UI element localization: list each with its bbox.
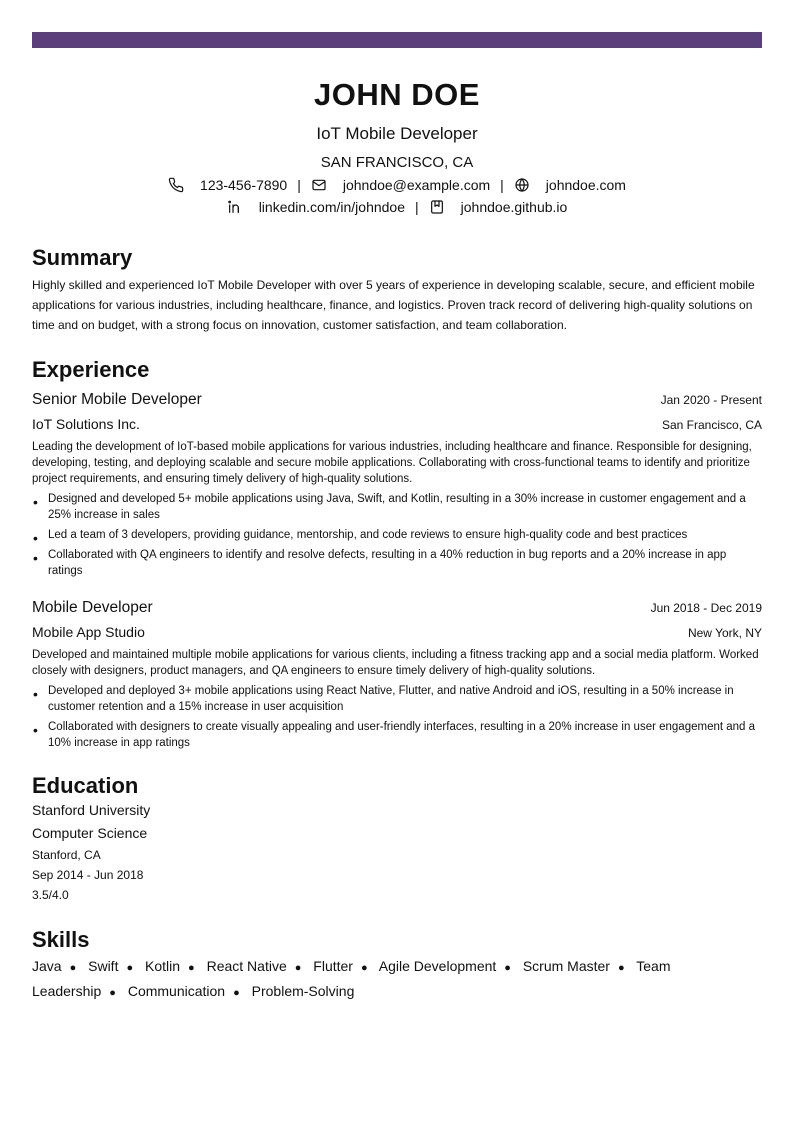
job-bullets: [32, 683, 762, 751]
job-description: Developed and maintained multiple mobile applications for various clients, including a fitness tracking app and a social media platform. Worked closely with designers, product managers, and QA engineers to ensure timely delivery of high-quality solutions.: [32, 649, 759, 677]
education-gpa: 3.5/4.0: [32, 888, 69, 902]
skill-item: React Native: [206, 958, 287, 974]
skill-separator: ●: [617, 962, 625, 974]
skill-item: Agile Development: [378, 958, 497, 974]
skill-item: Java: [32, 958, 62, 974]
linkedin-link[interactable]: linkedin.com/in/johndoe: [258, 199, 406, 215]
skill-item: Flutter: [313, 958, 353, 974]
bullet-dot: •: [33, 686, 38, 702]
contact-row-secondary: [32, 197, 762, 217]
skill-separator: ●: [188, 962, 195, 974]
skills-section: [32, 927, 762, 1005]
skills-heading: Skills: [32, 927, 90, 952]
job-dates: Jan 2020 - Present: [660, 393, 762, 407]
skill-item: Kotlin: [145, 958, 181, 974]
bullet-dot: •: [33, 550, 38, 566]
skill-item: Swift: [88, 958, 119, 974]
bullet-dot: •: [33, 722, 38, 738]
job-company: Mobile App Studio: [32, 624, 145, 640]
bullet-dot: •: [33, 494, 38, 510]
skill-item: Team Leadership: [32, 958, 671, 999]
github-link[interactable]: johndoe.github.io: [460, 199, 568, 215]
job-entry: [32, 597, 762, 751]
job-bullet: • Collaborated with designers to create visually appealing and user-friendly interfaces, resulting in a 20% increase in user engagement and a 10% increase in app ratings: [33, 721, 756, 749]
candidate-location: SAN FRANCISCO, CA: [320, 154, 474, 171]
globe-icon: [514, 177, 530, 193]
linkedin-icon: [227, 199, 243, 215]
summary-text: Highly skilled and experienced IoT Mobile Developer with over 5 years of experience in developing scalable, secure, and efficient mobile applications for various industries, including healthcare, finance, and logistics. Proven track record of delivering high-quality solutions on time and on budget, with a strong focus on innovation, customer satisfaction, and team collaboration.: [32, 278, 755, 332]
skill-separator: ●: [69, 962, 77, 974]
skills-list: [32, 955, 762, 1005]
skill-separator: ●: [504, 962, 511, 974]
skill-separator: ●: [294, 962, 302, 974]
job-location: New York, NY: [687, 626, 762, 640]
summary-heading: Summary: [32, 245, 133, 270]
phone-text: 123-456-7890: [200, 177, 288, 193]
email-link[interactable]: johndoe@example.com: [342, 177, 491, 193]
job-location: San Francisco, CA: [661, 418, 762, 432]
education-degree: Computer Science: [32, 825, 148, 841]
education-section: [32, 773, 762, 905]
education-dates: Sep 2014 - Jun 2018: [32, 868, 144, 882]
contact-row-primary: [32, 175, 762, 195]
accent-bar: [32, 32, 762, 48]
contact-separator: |: [415, 199, 419, 215]
job-company: IoT Solutions Inc.: [32, 416, 140, 432]
job-entry: [32, 389, 762, 579]
experience-heading: Experience: [32, 357, 150, 382]
phone-icon: [168, 177, 184, 193]
resume-page: [32, 32, 762, 1005]
skill-item: Problem-Solving: [251, 983, 355, 999]
skill-separator: ●: [126, 962, 134, 974]
job-title: Mobile Developer: [32, 599, 153, 616]
skill-item: Scrum Master: [522, 958, 610, 974]
skill-item: Communication: [127, 983, 226, 999]
education-heading: Education: [32, 773, 139, 798]
job-bullet: • Led a team of 3 developers, providing guidance, mentorship, and code reviews to ensure high-quality code and best practices: [33, 529, 688, 546]
candidate-name: JOHN DOE: [314, 77, 480, 112]
website-link[interactable]: johndoe.com: [545, 177, 626, 193]
candidate-title: IoT Mobile Developer: [316, 124, 478, 143]
education-location: Stanford, CA: [32, 848, 101, 862]
job-title: Senior Mobile Developer: [32, 391, 202, 408]
education-school: Stanford University: [32, 802, 151, 818]
job-dates: Jun 2018 - Dec 2019: [650, 601, 762, 615]
contact-separator: |: [297, 177, 301, 193]
job-bullet: • Designed and developed 5+ mobile applications using Java, Swift, and Kotlin, resulting in a 30% increase in customer engagement and a 25% increase in sales: [33, 493, 746, 521]
contact-separator: |: [500, 177, 504, 193]
job-bullet: • Collaborated with QA engineers to identify and resolve defects, resulting in a 40% reduction in bug reports and a 20% increase in app ratings: [33, 549, 727, 577]
mail-icon: [311, 177, 327, 193]
job-bullet: • Developed and deployed 3+ mobile applications using React Native, Flutter, and native Android and iOS, resulting in a 50% increase in customer retention and a 15% increase in user acquisition: [33, 685, 734, 713]
bullet-dot: •: [33, 530, 38, 546]
job-bullets: [32, 491, 762, 579]
skill-separator: ●: [360, 962, 368, 974]
skill-separator: ●: [109, 987, 116, 999]
job-description: Leading the development of IoT-based mobile applications for various industries, including healthcare and finance. Responsible for designing, developing, testing, and deploying scalable and secure mobile applications. Collaborating with cross-functional teams to identify and prioritize project requirements, and ensuring timely delivery of high-quality solutions.: [32, 441, 752, 485]
summary-section: [32, 245, 762, 335]
bookmark-icon: [429, 199, 445, 215]
skill-separator: ●: [233, 987, 240, 999]
experience-section: [32, 357, 762, 751]
